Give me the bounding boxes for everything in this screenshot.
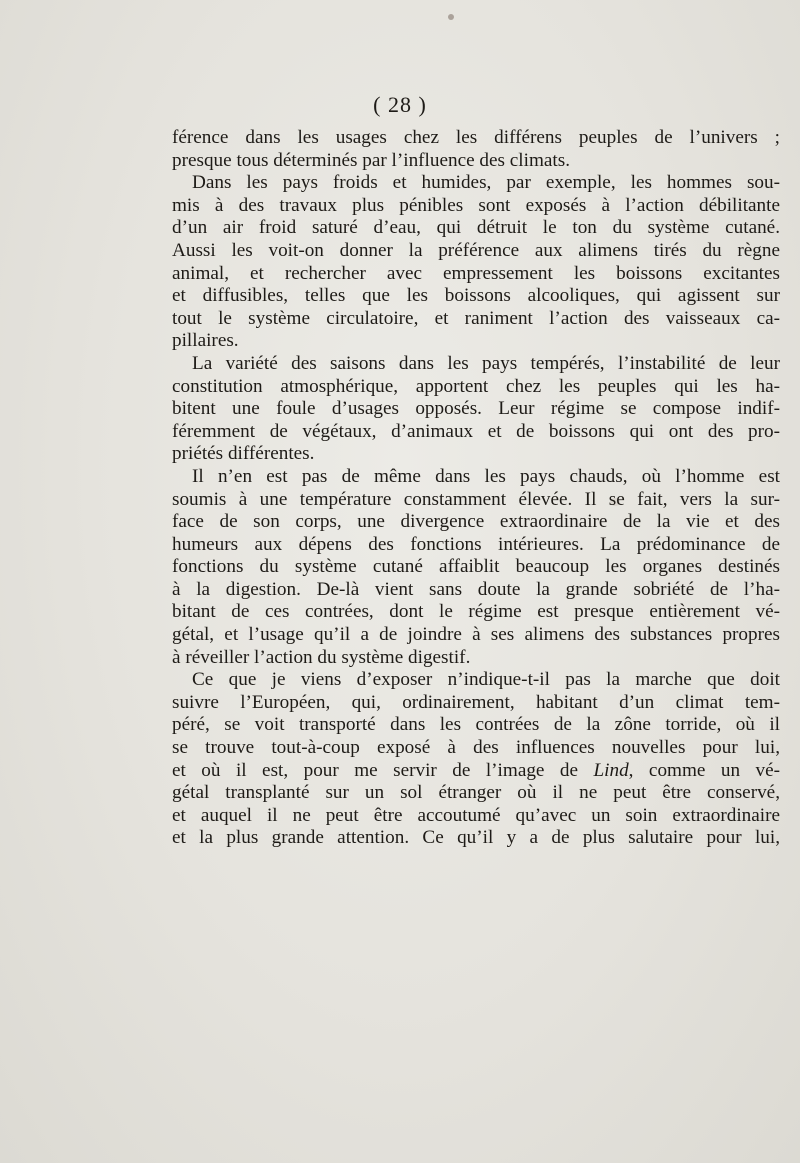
foxing-spot: [448, 14, 454, 20]
text-line: se trouve tout-à-coup exposé à des influences nouvelles pour lui,: [172, 737, 780, 759]
text-line: mis à des travaux plus pénibles sont exposés à l’action débilitante: [172, 194, 780, 216]
text-line: priétés différentes.: [172, 443, 315, 465]
text-line: Il n’en est pas de même dans les pays chauds, où l’homme est: [192, 465, 780, 487]
text-line: face de son corps, une divergence extraordinaire de la vie et des: [172, 511, 780, 533]
text-line: pillaires.: [172, 330, 239, 352]
text-line: bitant de ces contrées, dont le régime est presque entièrement vé-: [172, 601, 780, 623]
text-line: presque tous déterminés par l’influence des climats.: [172, 149, 571, 171]
text-line: à réveiller l’action du système digestif.: [172, 646, 471, 668]
text-line: d’un air froid saturé d’eau, qui détruit le ton du système cutané.: [172, 217, 780, 239]
text-line: Ce que je viens d’exposer n’indique-t-il pas la marche que doit: [192, 669, 780, 691]
text-line: gétal, et l’usage qu’il a de joindre à ses alimens des substances propres: [172, 624, 780, 646]
text-line: La variété des saisons dans les pays tempérés, l’instabilité de leur: [192, 352, 780, 374]
text-line: bitent une foule d’usages opposés. Leur régime se compose indif-: [172, 398, 780, 420]
paragraph: [172, 353, 780, 466]
text-line: péré, se voit transporté dans les contrées de la zône torride, où il: [172, 714, 780, 736]
text-line: et où il est, pour me servir de l’image de Lind, comme un vé-: [172, 759, 780, 781]
paragraph: [172, 466, 780, 669]
text-line: animal, et rechercher avec empressement les boissons excitantes: [172, 262, 780, 284]
body-text: [172, 127, 780, 850]
paragraph: [172, 127, 780, 172]
text-line: soumis à une température constamment élevée. Il se fait, vers la sur-: [172, 488, 780, 510]
text-line: férence dans les usages chez les différens peuples de l’univers ;: [172, 127, 780, 148]
text-line: constitution atmosphérique, apportent chez les peuples qui les ha-: [172, 375, 780, 397]
text-line: à la digestion. De-là vient sans doute la grande sobriété de l’ha-: [172, 578, 780, 600]
page-number: ( 28 ): [373, 92, 427, 117]
text-line: et diffusibles, telles que les boissons alcooliques, qui agissent sur: [172, 285, 780, 307]
text-line: fonctions du système cutané affaiblit beaucoup les organes destinés: [172, 556, 780, 578]
text-line: et auquel il ne peut être accoutumé qu’avec un soin extraordinaire: [172, 804, 780, 826]
cited-name: Lind: [593, 759, 629, 781]
paragraph: [172, 669, 780, 850]
text-line: féremment de végétaux, d’animaux et de boissons qui ont des pro-: [172, 420, 780, 442]
text-line: Aussi les voit-on donner la préférence aux alimens tirés du règne: [172, 239, 780, 261]
text-line: tout le système circulatoire, et raniment l’action des vaisseaux ca-: [172, 307, 780, 329]
text-line: et la plus grande attention. Ce qu’il y a de plus salutaire pour lui,: [172, 827, 780, 849]
text-line: gétal transplanté sur un sol étranger où il ne peut être conservé,: [172, 782, 780, 804]
text-line: Dans les pays froids et humides, par exemple, les hommes sou-: [192, 172, 780, 194]
text-line: humeurs aux dépens des fonctions intérieures. La prédominance de: [172, 533, 780, 555]
paragraph: [172, 172, 780, 353]
text-line: suivre l’Européen, qui, ordinairement, habitant d’un climat tem-: [172, 691, 780, 713]
